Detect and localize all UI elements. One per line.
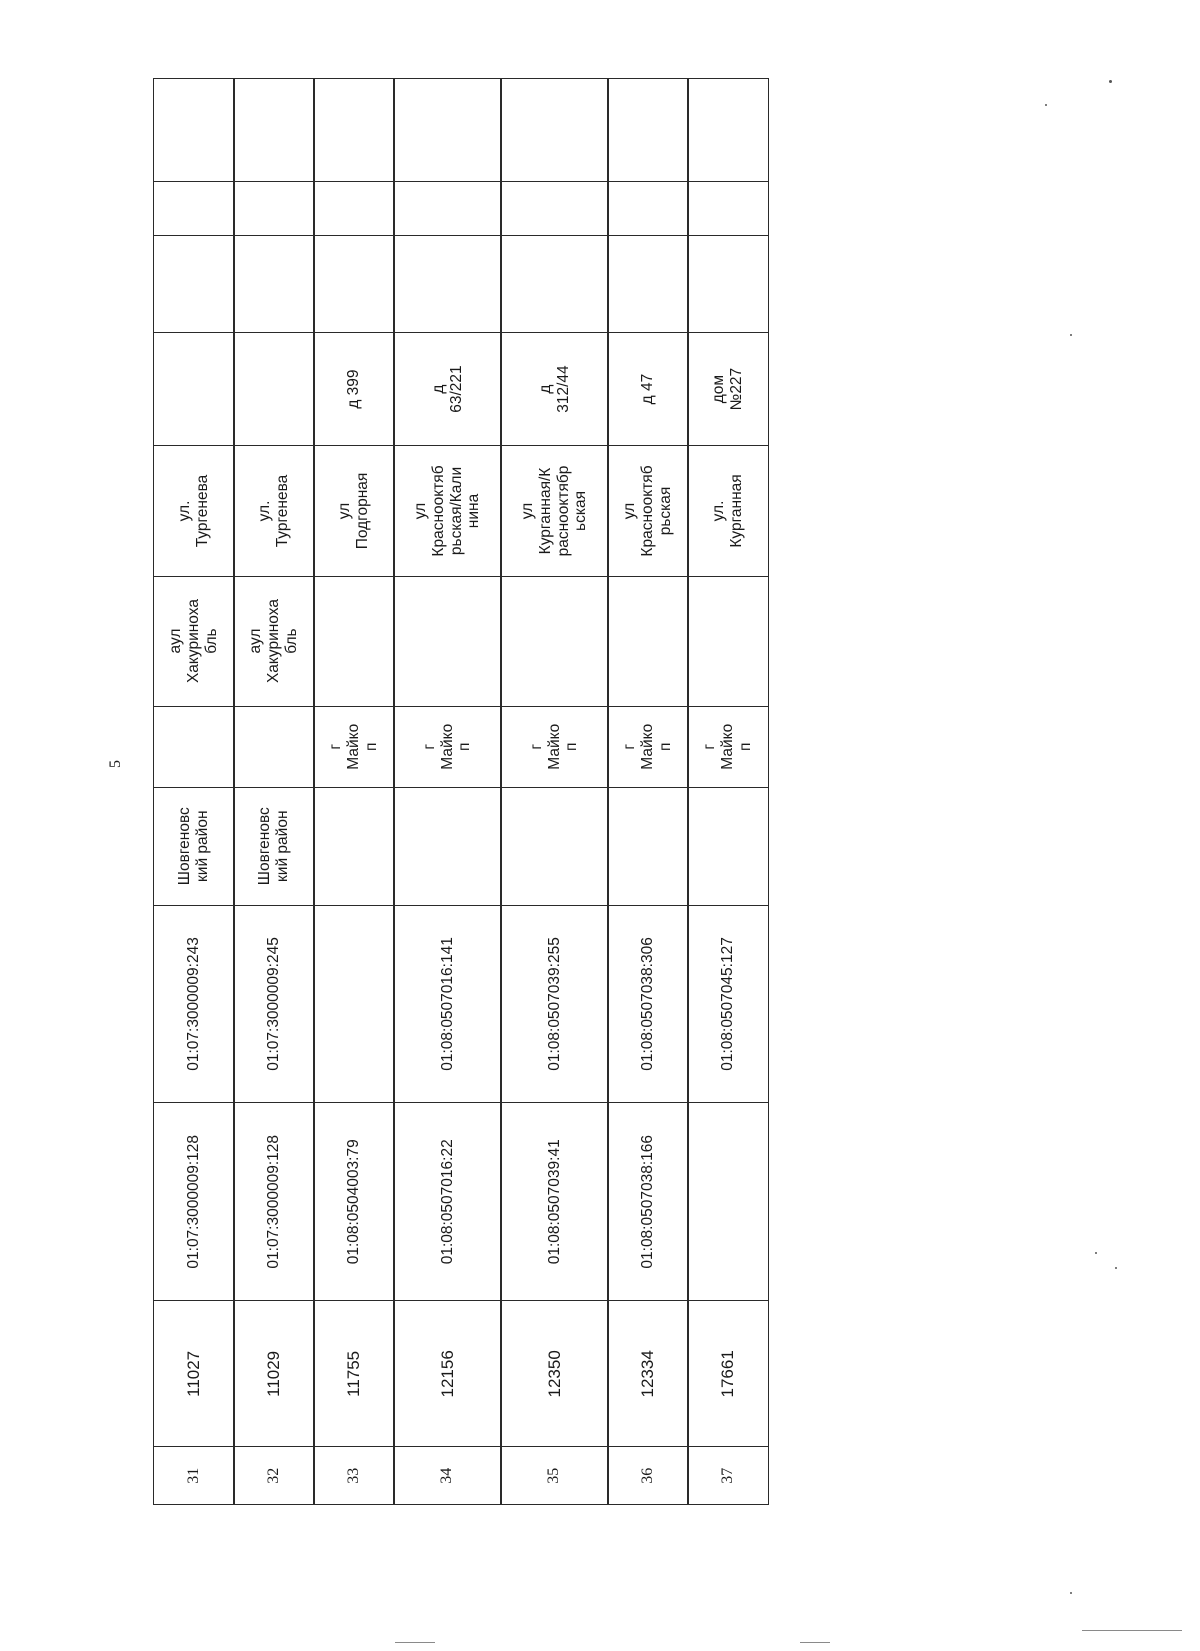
settlement-cell bbox=[607, 576, 689, 707]
city-cell bbox=[233, 706, 315, 788]
district-cell bbox=[313, 787, 395, 906]
empty-cell bbox=[153, 78, 235, 182]
empty-cell bbox=[607, 181, 689, 236]
scan-speck bbox=[1070, 334, 1072, 336]
district-cell bbox=[607, 787, 689, 906]
settlement-cell bbox=[313, 576, 395, 707]
empty-cell bbox=[313, 181, 395, 236]
empty-cell bbox=[500, 78, 609, 182]
settlement-cell bbox=[500, 576, 609, 707]
row-number-cell: 35 bbox=[500, 1447, 609, 1506]
settlement-cell bbox=[687, 576, 769, 707]
cadastral-number-1-cell: 01:08:0507039:41 bbox=[500, 1102, 609, 1301]
empty-cell bbox=[313, 78, 395, 182]
cadastral-number-2-cell: 01:07:3000009:243 bbox=[153, 905, 235, 1104]
cadastral-number-1-cell: 01:07:3000009:128 bbox=[233, 1102, 315, 1301]
empty-cell bbox=[233, 78, 315, 182]
table-row bbox=[153, 79, 234, 1505]
district-cell: Шовгеновс кий район bbox=[153, 787, 235, 906]
street-cell: ул Краснооктяб рьская/Кали нина bbox=[393, 445, 502, 576]
house-cell: дом №227 bbox=[687, 332, 769, 447]
street-cell: ул. Тургенева bbox=[153, 445, 235, 576]
house-cell: д 312/44 bbox=[500, 332, 609, 447]
table-row bbox=[687, 79, 768, 1505]
scan-speck bbox=[1115, 1267, 1117, 1269]
table-row bbox=[313, 79, 394, 1505]
table-row bbox=[233, 79, 314, 1505]
scan-speck bbox=[1045, 104, 1047, 106]
object-id-cell: 12334 bbox=[607, 1300, 689, 1447]
cadastral-number-1-cell: 01:08:0504003:79 bbox=[313, 1102, 395, 1301]
settlement-cell: аул Хакуриноха бль bbox=[153, 576, 235, 707]
empty-cell bbox=[500, 181, 609, 236]
empty-cell bbox=[687, 181, 769, 236]
city-cell: г Майко п bbox=[500, 706, 609, 788]
table-row bbox=[500, 79, 608, 1505]
scan-artifact bbox=[395, 1642, 435, 1643]
object-id-cell: 12350 bbox=[500, 1300, 609, 1447]
scan-artifact bbox=[1082, 1630, 1182, 1631]
empty-cell bbox=[607, 235, 689, 333]
scan-artifact bbox=[800, 1642, 830, 1643]
empty-cell bbox=[687, 78, 769, 182]
cadastral-number-2-cell: 01:08:0507045:127 bbox=[687, 905, 769, 1104]
empty-cell bbox=[393, 181, 502, 236]
settlement-cell bbox=[393, 576, 502, 707]
street-cell: ул. Тургенева bbox=[233, 445, 315, 576]
city-cell: г Майко п bbox=[393, 706, 502, 788]
cadastral-number-1-cell bbox=[687, 1102, 769, 1301]
row-number-cell: 37 bbox=[687, 1447, 769, 1506]
city-cell: г Майко п bbox=[687, 706, 769, 788]
empty-cell bbox=[233, 181, 315, 236]
row-number-cell: 33 bbox=[313, 1447, 395, 1506]
row-number-cell: 34 bbox=[393, 1447, 502, 1506]
object-id-cell: 11029 bbox=[233, 1300, 315, 1447]
city-cell: г Майко п bbox=[607, 706, 689, 788]
house-cell bbox=[233, 332, 315, 447]
empty-cell bbox=[687, 235, 769, 333]
empty-cell bbox=[153, 235, 235, 333]
street-cell: ул. Курганная bbox=[687, 445, 769, 576]
cadastral-number-1-cell: 01:08:0507038:166 bbox=[607, 1102, 689, 1301]
table-row bbox=[393, 79, 501, 1505]
district-cell bbox=[687, 787, 769, 906]
district-cell bbox=[500, 787, 609, 906]
row-number-cell: 31 bbox=[153, 1447, 235, 1506]
row-number-cell: 32 bbox=[233, 1447, 315, 1506]
cadastral-number-2-cell: 01:07:3000009:245 bbox=[233, 905, 315, 1104]
table-row bbox=[607, 79, 688, 1505]
empty-cell bbox=[393, 78, 502, 182]
scan-speck bbox=[1095, 1252, 1097, 1254]
house-cell bbox=[153, 332, 235, 447]
empty-cell bbox=[500, 235, 609, 333]
row-number-cell: 36 bbox=[607, 1447, 689, 1506]
cadastral-number-2-cell: 01:08:0507016:141 bbox=[393, 905, 502, 1104]
empty-cell bbox=[393, 235, 502, 333]
house-cell: д 63/221 bbox=[393, 332, 502, 447]
cadastral-number-2-cell bbox=[313, 905, 395, 1104]
house-cell: д 47 bbox=[607, 332, 689, 447]
street-cell: ул Подгорная bbox=[313, 445, 395, 576]
settlement-cell: аул Хакуриноха бль bbox=[233, 576, 315, 707]
empty-cell bbox=[607, 78, 689, 182]
city-cell bbox=[153, 706, 235, 788]
page-number: 5 bbox=[107, 760, 124, 768]
cadastral-number-2-cell: 01:08:0507038:306 bbox=[607, 905, 689, 1104]
house-cell: д 399 bbox=[313, 332, 395, 447]
cadastral-number-1-cell: 01:07:3000009:128 bbox=[153, 1102, 235, 1301]
cadastral-number-1-cell: 01:08:0507016:22 bbox=[393, 1102, 502, 1301]
empty-cell bbox=[233, 235, 315, 333]
street-cell: ул Курганная/К раснооктябр ьская bbox=[500, 445, 609, 576]
city-cell: г Майко п bbox=[313, 706, 395, 788]
scan-speck bbox=[1109, 80, 1112, 83]
empty-cell bbox=[153, 181, 235, 236]
district-cell: Шовгеновс кий район bbox=[233, 787, 315, 906]
empty-cell bbox=[313, 235, 395, 333]
district-cell bbox=[393, 787, 502, 906]
street-cell: ул Краснооктяб рьская bbox=[607, 445, 689, 576]
object-id-cell: 12156 bbox=[393, 1300, 502, 1447]
cadastral-number-2-cell: 01:08:0507039:255 bbox=[500, 905, 609, 1104]
object-id-cell: 11755 bbox=[313, 1300, 395, 1447]
scan-speck bbox=[1070, 1592, 1072, 1594]
object-id-cell: 11027 bbox=[153, 1300, 235, 1447]
object-id-cell: 17661 bbox=[687, 1300, 769, 1447]
